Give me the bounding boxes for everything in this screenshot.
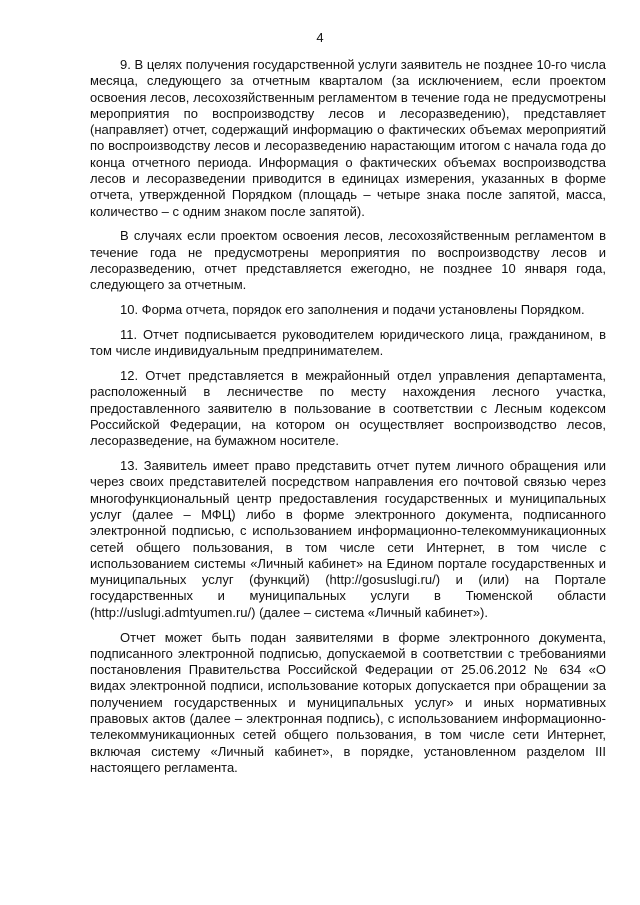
paragraph-12: 12. Отчет представляется в межрайонный отдел управления департамента, расположенный в лесничестве по месту нахождения лесного участка, предоставленного заявителю в пользование в соответствии с Лесным кодексом Российской Федерации, на котором он осуществляет воспроизводство лесов, лесоразведение, на бумажном носителе.: [90, 368, 606, 449]
page-number: 4: [316, 30, 324, 45]
paragraph-10: 10. Форма отчета, порядок его заполнения и подачи установлены Порядком.: [120, 302, 585, 318]
document-body: [90, 57, 606, 785]
paragraph-9-exception: В случаях если проектом освоения лесов, лесохозяйственным регламентом в течение года не предусмотрены мероприятия по воспроизводству лесов и лесоразведению, отчет представляется ежегодно, не позднее 10 января года, следующего за отчетным.: [90, 228, 606, 293]
paragraph-11: 11. Отчет подписывается руководителем юридического лица, гражданином, в том числе индивидуальным предпринимателем.: [90, 326, 606, 359]
paragraph-13-electronic: Отчет может быть подан заявителями в форме электронного документа, подписанного электронной подписью, допускаемой в соответствии с требованиями постановления Правительства Российской Федерации от 25.06.2012 № 634 «О видах электронной подписи, использование которых допускается при обращении за получением государственных и муниципальных услуг» и иных нормативных правовых актов (далее – электронная подпись), с использованием информационно-телекоммуникационных сетей общего пользования, в том числе сети Интернет, включая систему «Личный кабинет», в порядке, установленном разделом III настоящего регламента.: [90, 629, 606, 775]
paragraph-13: 13. Заявитель имеет право представить отчет путем личного обращения или через своих представителей посредством направления его почтовой связью через многофункциональный центр предоставления государственных и муниципальных услуг (далее – МФЦ) либо в форме электронного документа, подписанного электронной подписью, с использованием информационно-телекоммуникационных сетей общего пользования, в том числе сети Интернет, в том числе с использованием системы «Личный кабинет» на Едином портале государственных и муниципальных услуг (функций) (http://gosuslugi.ru/) и (или) на Портале государственных и муниципальных услуги в Тюменской области (http://uslugi.admtyumen.ru/) (далее – система «Личный кабинет»).: [90, 458, 606, 620]
paragraph-9: 9. В целях получения государственной услуги заявитель не позднее 10-го числа месяца, следующего за отчетным кварталом (за исключением, если проектом освоения лесов, лесохозяйственным регламентом в течение года не предусмотрены мероприятия по воспроизводству лесов и лесоразведению), представляет (направляет) отчет, содержащий информацию о фактических объемах мероприятий по воспроизводству лесов и лесоразведению нарастающим итогом с начала года до конца отчетного периода. Информация о фактических объемах воспроизводства лесов и лесоразведении приводится в единицах измерения, указанных в форме отчета, утвержденной Порядком (площадь – четыре знака после запятой, масса, количество – с одним знаком после запятой).: [90, 57, 606, 219]
